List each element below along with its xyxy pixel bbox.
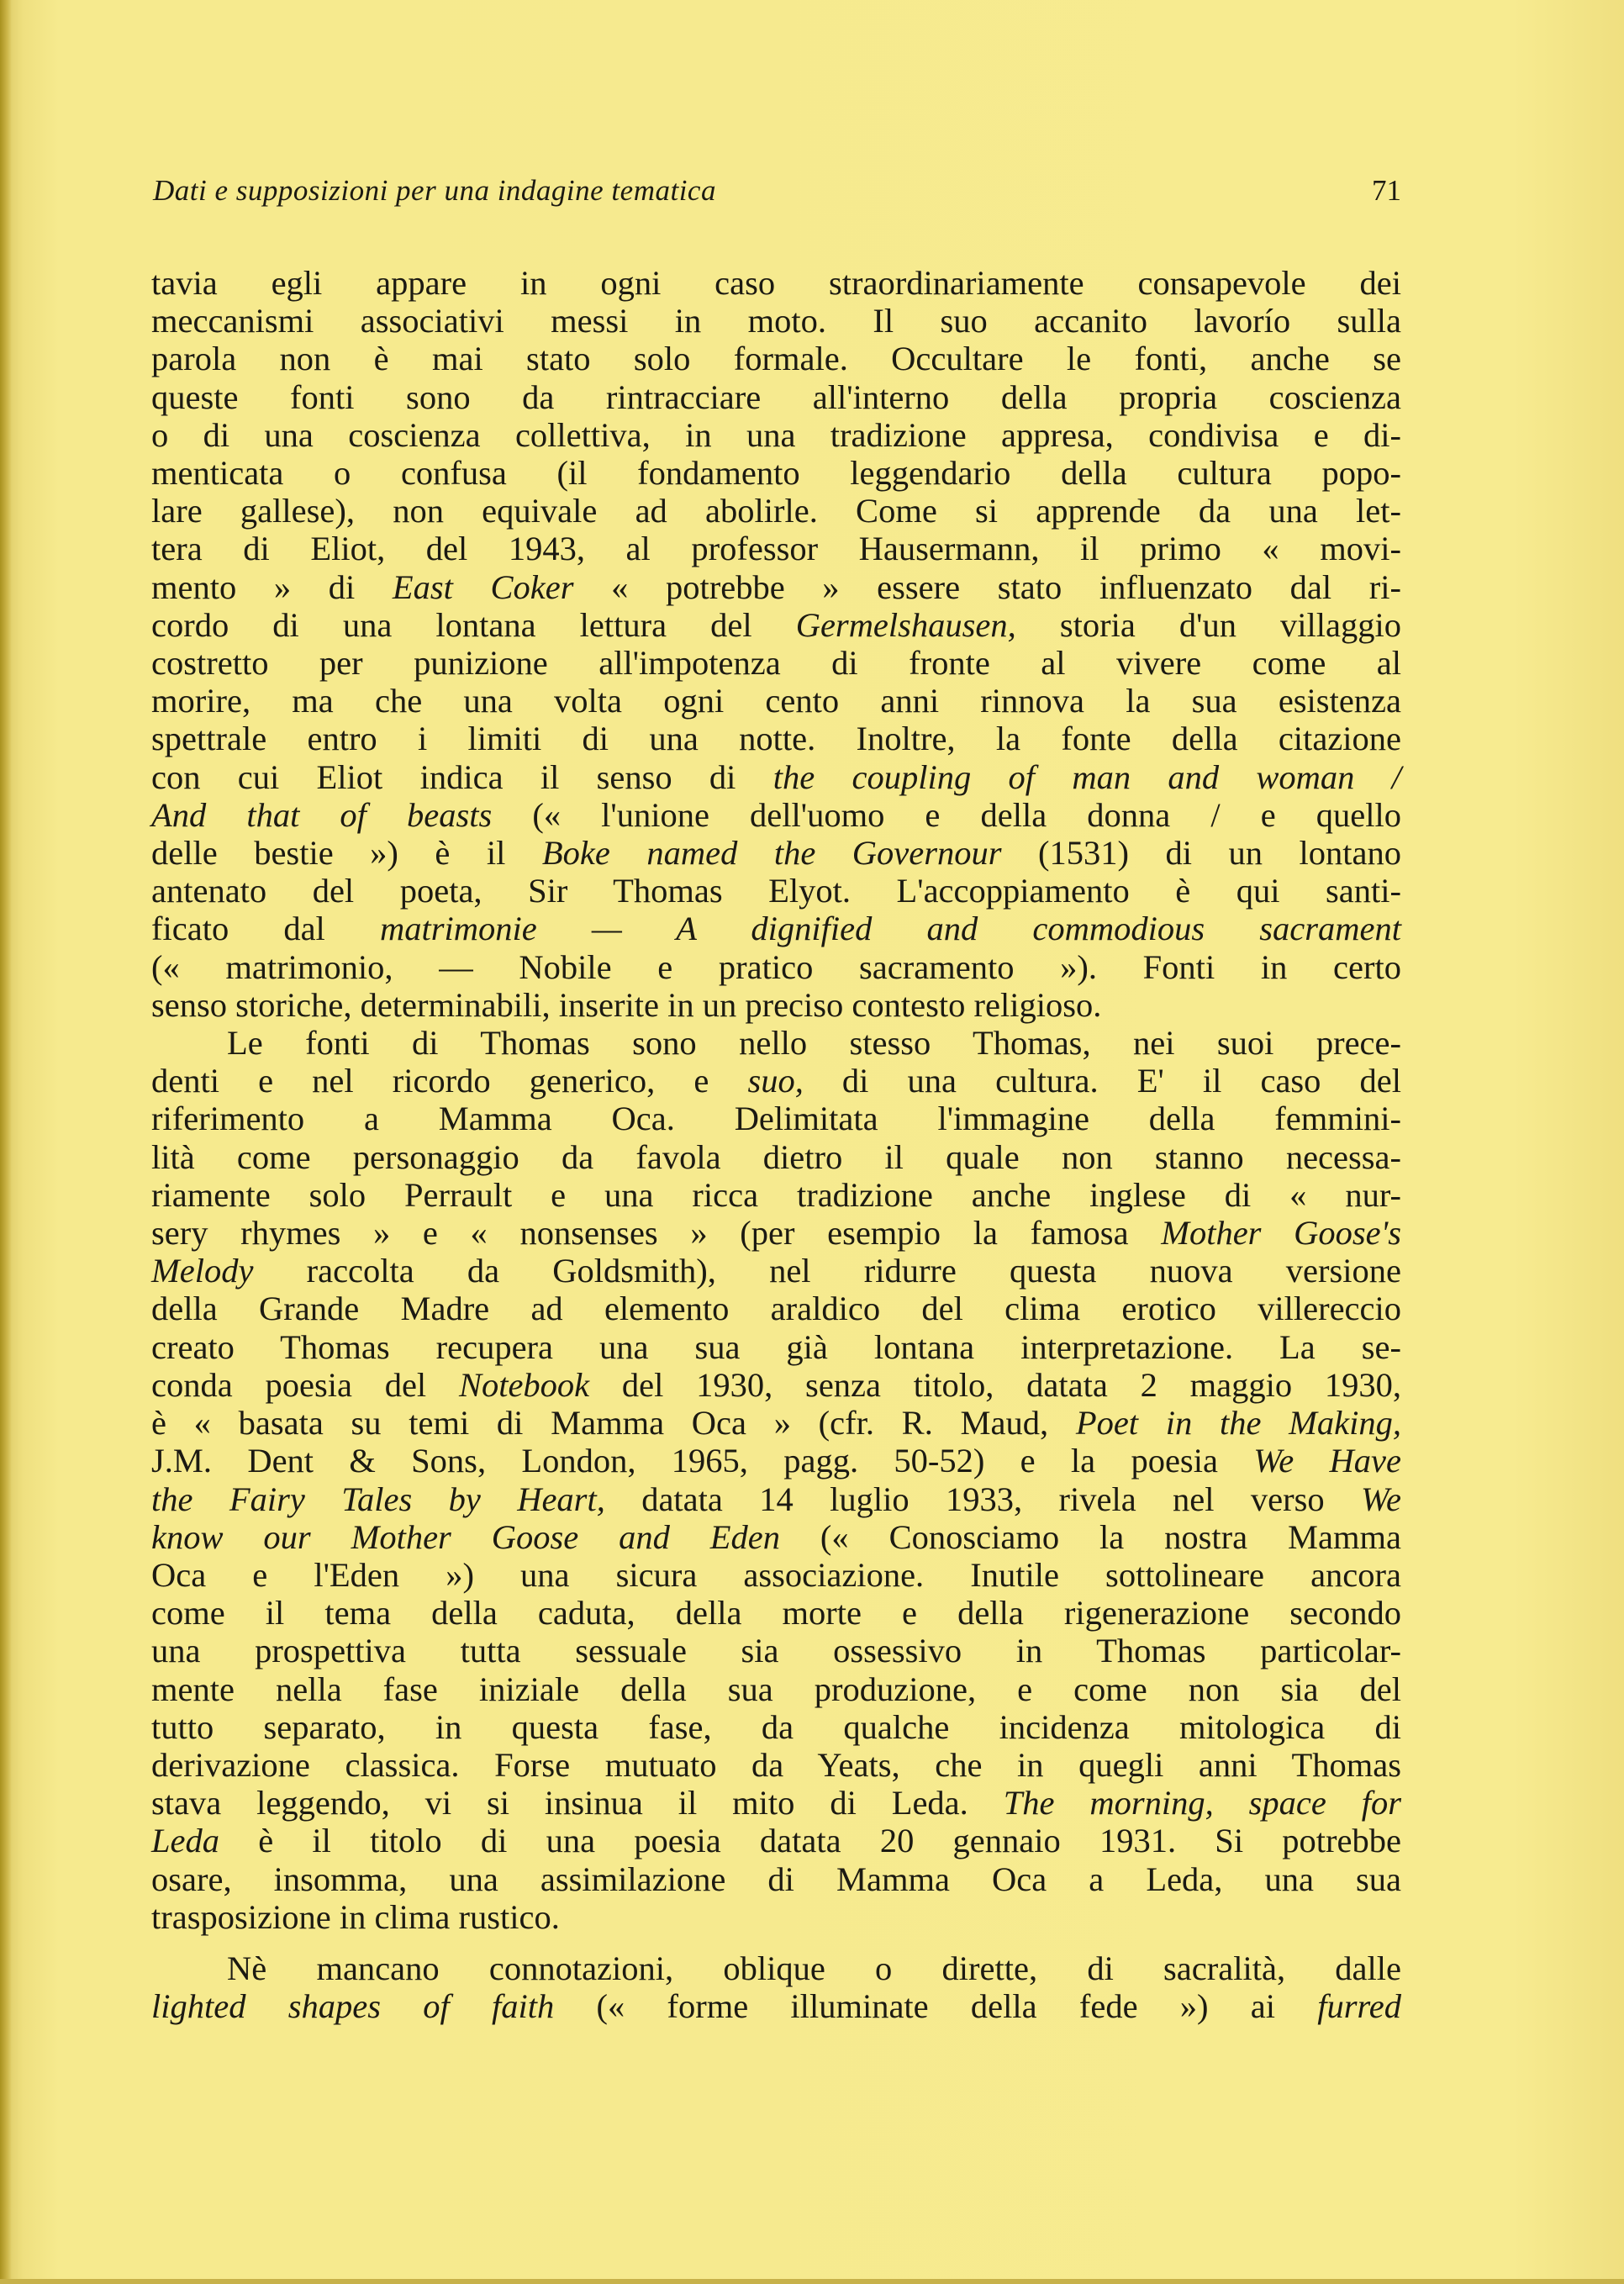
text-line: lità come personaggio da favola dietro il quale non stanno necessa- bbox=[151, 1137, 1401, 1176]
italic-title: Notebook bbox=[458, 1365, 590, 1404]
text-line: come il tema della caduta, della morte e della rigenerazione secondo bbox=[151, 1594, 1401, 1633]
text-line: derivazione classica. Forse mutuato da Yeats, che in quegli anni Thomas bbox=[151, 1745, 1401, 1784]
text-line: stava leggendo, vi si insinua il mito di Leda. The morning, space for bbox=[151, 1784, 1401, 1822]
text-line: creato Thomas recupera una sua già lontana interpretazione. La se- bbox=[151, 1327, 1401, 1366]
text-line: riamente solo Perrault e una ricca tradizione anche inglese di « nur- bbox=[151, 1175, 1401, 1214]
text-line: lighted shapes of faith (« forme illuminate della fede ») ai furred bbox=[151, 1987, 1402, 2026]
italic-title: Germelshausen, bbox=[795, 605, 1016, 644]
page-bottom-edge bbox=[0, 2279, 1624, 2284]
text-line: denti e nel ricordo generico, e suo, di una cultura. E' il caso del bbox=[151, 1062, 1402, 1100]
text-line: antenato del poeta, Sir Thomas Elyot. L'accoppiamento è qui santi- bbox=[151, 872, 1401, 910]
running-title: Dati e supposizioni per una indagine tematica bbox=[153, 174, 716, 207]
text-line: menticata o confusa (il fondamento leggendario della cultura popo- bbox=[151, 454, 1401, 493]
italic-title: Mother Goose's bbox=[1161, 1214, 1401, 1253]
text-line: Leda è il titolo di una poesia datata 20 gennaio 1931. Si potrebbe bbox=[151, 1822, 1401, 1860]
page-number: 71 bbox=[1372, 174, 1401, 207]
running-head bbox=[153, 168, 1401, 214]
text-line: conda poesia del Notebook del 1930, senza titolo, datata 2 maggio 1930, bbox=[151, 1365, 1401, 1404]
italic-title: East Coker bbox=[392, 567, 574, 606]
text-line: mento » di East Coker « potrebbe » essere stato influenzato dal ri- bbox=[151, 567, 1401, 606]
text-line: Nè mancano connotazioni, oblique o dirette, di sacralità, dalle bbox=[227, 1949, 1401, 1987]
italic-title: We Have bbox=[1253, 1442, 1401, 1480]
italic-title: the Fairy Tales by Heart, bbox=[151, 1480, 605, 1518]
italic-title: Boke named the Governour bbox=[541, 834, 1002, 873]
text-line: senso storiche, determinabili, inserite in un preciso contesto religioso. bbox=[151, 985, 1102, 1024]
text-line: And that of beasts (« l'unione dell'uomo e della donna / e quello bbox=[151, 795, 1401, 834]
text-line: o di una coscienza collettiva, in una tradizione appresa, condivisa e di- bbox=[151, 415, 1401, 454]
text-line: costretto per punizione all'impotenza di fronte al vivere come al bbox=[151, 644, 1401, 683]
text-line: sery rhymes » e « nonsenses » (per esempio la famosa Mother Goose's bbox=[151, 1214, 1401, 1253]
text-line: meccanismi associativi messi in moto. Il suo accanito lavorío sulla bbox=[151, 302, 1401, 340]
text-line: riferimento a Mamma Oca. Delimitata l'immagine della femmini- bbox=[151, 1100, 1401, 1138]
text-line: the Fairy Tales by Heart, datata 14 luglio 1933, rivela nel verso We bbox=[151, 1480, 1401, 1518]
text-line: lare gallese), non equivale ad abolirle. Come si apprende da una let- bbox=[151, 492, 1401, 530]
text-line: morire, ma che una volta ogni cento anni rinnova la sua esistenza bbox=[151, 682, 1401, 720]
italic-title: Leda bbox=[151, 1822, 219, 1860]
italic-title: The morning, space for bbox=[1003, 1784, 1401, 1822]
text-line: è « basata su temi di Mamma Oca » (cfr. R. Maud, Poet in the Making, bbox=[151, 1404, 1401, 1443]
text-line: trasposizione in clima rustico. bbox=[151, 1897, 560, 1936]
text-line: delle bestie ») è il Boke named the Governour (1531) di un lontano bbox=[151, 834, 1401, 873]
text-line: della Grande Madre ad elemento araldico del clima erotico villereccio bbox=[151, 1290, 1401, 1328]
text-line: tutto separato, in questa fase, da qualche incidenza mitologica di bbox=[151, 1707, 1401, 1746]
text-line: know our Mother Goose and Eden (« Conosciamo la nostra Mamma bbox=[151, 1517, 1401, 1556]
paragraph-gap bbox=[151, 1936, 1401, 1949]
text-line: J.M. Dent & Sons, London, 1965, pagg. 50-52) e la poesia We Have bbox=[151, 1442, 1401, 1480]
text-line: ficato dal matrimonie — A dignified and commodious sacrament bbox=[151, 910, 1402, 948]
text-line: con cui Eliot indica il senso di the coupling of man and woman / bbox=[151, 757, 1401, 796]
text-line: tera di Eliot, del 1943, al professor Hausermann, il primo « movi- bbox=[151, 530, 1401, 568]
text-line: Le fonti di Thomas sono nello stesso Thomas, nei suoi prece- bbox=[227, 1024, 1401, 1063]
text-line: osare, insomma, una assimilazione di Mamma Oca a Leda, una sua bbox=[151, 1859, 1401, 1898]
text-line: spettrale entro i limiti di una notte. Inoltre, la fonte della citazione bbox=[151, 720, 1401, 758]
italic-quote: We bbox=[1361, 1480, 1401, 1518]
italic-quote: lighted shapes of faith bbox=[151, 1987, 555, 2026]
page-binding-edge bbox=[0, 0, 12, 2284]
body-text bbox=[151, 264, 1401, 2025]
italic-word: suo, bbox=[747, 1062, 804, 1100]
text-line: parola non è mai stato solo formale. Occultare le fonti, anche se bbox=[151, 340, 1401, 378]
text-line: queste fonti sono da rintracciare all'interno della propria coscienza bbox=[151, 377, 1401, 416]
italic-quote: And that of beasts bbox=[151, 795, 493, 834]
text-line: Melody raccolta da Goldsmith), nel ridurre questa nuova versione bbox=[151, 1252, 1401, 1290]
italic-quote: know our Mother Goose and Eden bbox=[151, 1517, 781, 1556]
text-line: (« matrimonio, — Nobile e pratico sacramento »). Fonti in certo bbox=[151, 947, 1401, 986]
italic-title: Melody bbox=[151, 1252, 254, 1290]
italic-quote: furred bbox=[1317, 1987, 1402, 2026]
text-line: cordo di una lontana lettura del Germelshausen, storia d'un villaggio bbox=[151, 605, 1401, 644]
italic-quote: the coupling of man and woman / bbox=[772, 757, 1401, 796]
text-line: mente nella fase iniziale della sua produzione, e come non sia del bbox=[151, 1669, 1401, 1708]
text-line: Oca e l'Eden ») una sicura associazione. Inutile sottolineare ancora bbox=[151, 1555, 1401, 1594]
text-line: una prospettiva tutta sessuale sia ossessivo in Thomas particolar- bbox=[151, 1632, 1401, 1670]
text-line: tavia egli appare in ogni caso straordinariamente consapevole dei bbox=[151, 264, 1401, 302]
italic-title: Poet in the Making, bbox=[1075, 1404, 1401, 1443]
italic-quote: matrimonie — A dignified and commodious sacrament bbox=[379, 910, 1402, 948]
